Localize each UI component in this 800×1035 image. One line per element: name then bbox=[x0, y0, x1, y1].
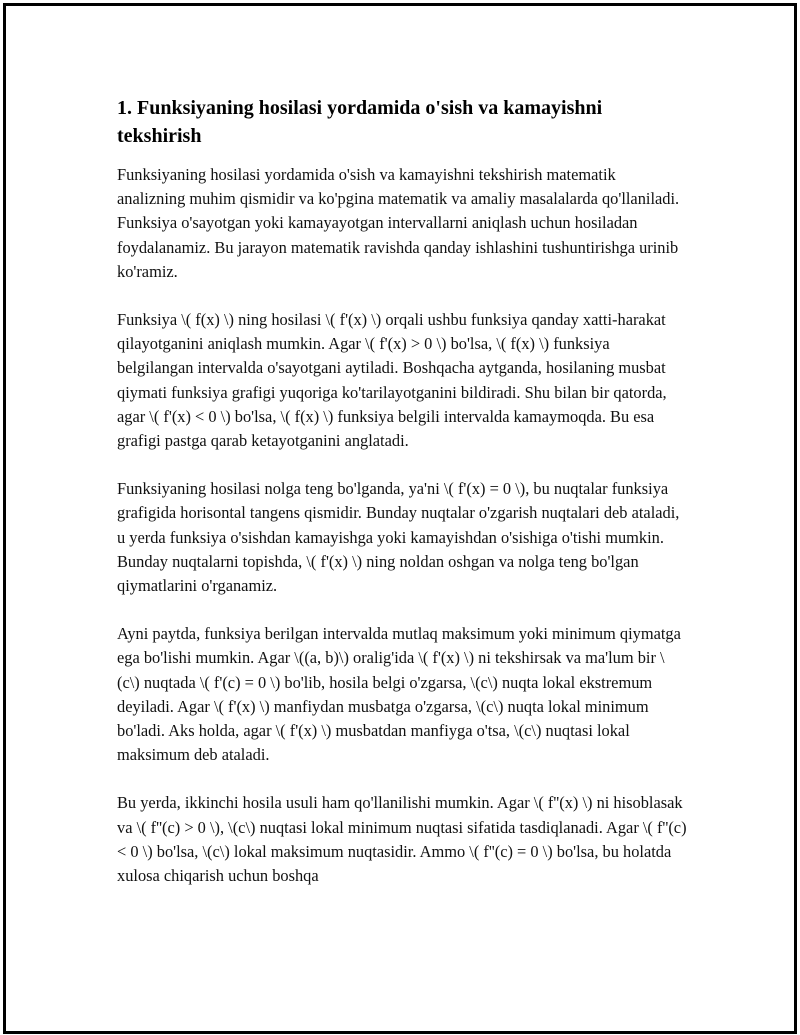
document-body bbox=[117, 94, 687, 912]
section-heading: 1. Funksiyaning hosilasi yordamida o'sish va kamayishni tekshirish bbox=[117, 97, 603, 147]
paragraph-critical-points: Funksiyaning hosilasi nolga teng bo'lganda, ya'ni \( f'(x) = 0 \), bu nuqtalar funksiya grafigida horisontal tangens qismidir. Bunday nuqtalar o'zgarish nuqtalari deb ataladi, u yerda funksiya o'sishdan kamayishga yoki kamayishdan o'sishiga o'tishi mumkin. Bunday nuqtalarni topishda, \( f'(x) \) ning noldan oshgan va nolga teng bo'lgan qiymatlarini o'rganamiz. bbox=[117, 479, 680, 596]
paragraph-derivative-sign: Funksiya \( f(x) \) ning hosilasi \( f'(x) \) orqali ushbu funksiya qanday xatti-harakat qilayotganini aniqlash mumkin. Agar \( f'(x) > 0 \) bo'lsa, \( f(x) \) funksiya belgilangan intervalda o'sayotgani aytiladi. Boshqacha aytganda, hosilaning musbat qiymati funksiya grafigi yuqoriga ko'tarilayotganini bildiradi. Shu bilan bir qatorda, agar \( f'(x) < 0 \) bo'lsa, \( f(x) \) funksiya belgili intervalda kamaymoqda. Bu esa grafigi pastga qarab ketayotganini anglatadi. bbox=[117, 310, 667, 451]
paragraph-extremum: Ayni paytda, funksiya berilgan intervalda mutlaq maksimum yoki minimum qiymatga ega bo'lishi mumkin. Agar \((a, b)\) oralig'ida \( f'(x) \) ni tekshirsak va ma'lum bir \(c\) nuqtada \( f'(c) = 0 \) bo'lib, hosila belgi o'zgarsa, \(c\) nuqta lokal ekstremum deyiladi. Agar \( f'(x) \) manfiydan musbatga o'zgarsa, \(c\) nuqta lokal minimum bo'ladi. Aks holda, agar \( f'(x) \) musbatdan manfiyga o'tsa, \(c\) nuqtasi lokal maksimum deb ataladi. bbox=[117, 624, 681, 765]
paragraph-second-derivative: Bu yerda, ikkinchi hosila usuli ham qo'llanilishi mumkin. Agar \( f''(x) \) ni hisoblasak va \( f''(c) > 0 \), \(c\) nuqtasi lokal minimum nuqtasi sifatida tasdiqlanadi. Agar \( f''(c) < 0 \) bo'lsa, \(c\) lokal maksimum nuqtasidir. Ammo \( f''(c) = 0 \) bo'lsa, bu holatda xulosa chiqarish uchun boshqa bbox=[117, 793, 687, 886]
paragraph-intro: Funksiyaning hosilasi yordamida o'sish va kamayishni tekshirish matematik analizning muhim qismidir va ko'pgina matematik va amaliy masalalarda qo'llaniladi. Funksiya o'sayotgan yoki kamayayotgan intervallarni aniqlash uchun hosiladan foydalanamiz. Bu jarayon matematik ravishda qanday ishlashini tushuntirishga urinib ko'ramiz. bbox=[117, 165, 680, 281]
